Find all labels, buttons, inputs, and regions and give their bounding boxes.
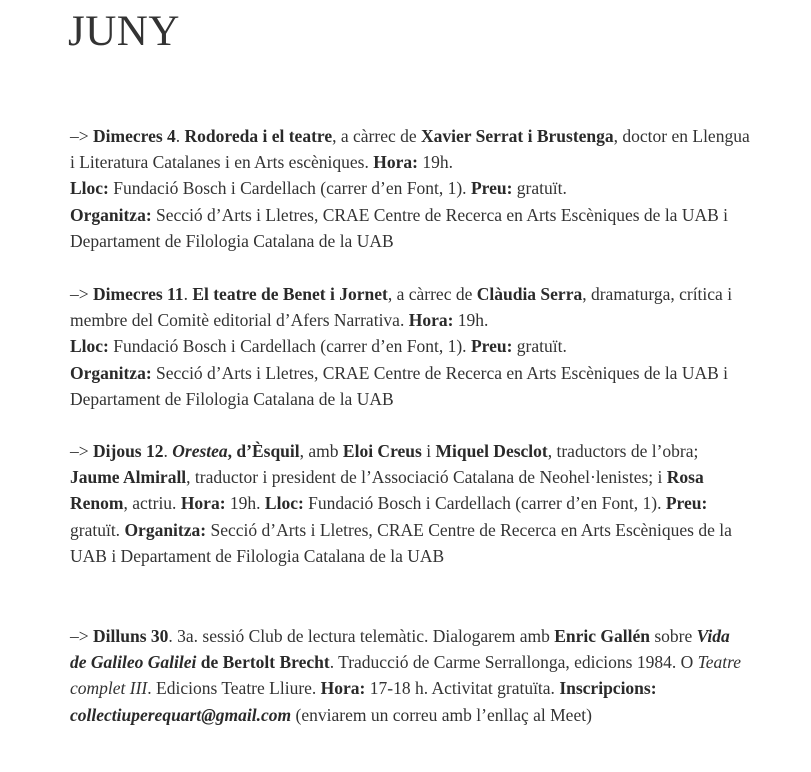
organitza-label: Organitza:: [70, 204, 152, 225]
event-entry: –> Dijous 12. Orestea, d’Èsquil, amb Eloi Creus i Miquel Desclot, traductors de l’obra; Jaume Almirall, traductor i president de l’Associació Catalana de Neohel·lenistes; i Rosa Renom, actriu. Hora: 19h. Lloc: Fundació Bosch i Cardellach (carrer d’en Font, 1). Preu: gratuït. Organitza: Secció d’Arts i Lletres, CRAE Centre de Recerca en Arts Escèniques de la UAB i Departament de Filologia Catalana de la UAB: [70, 441, 732, 566]
arrow: –>: [70, 441, 93, 461]
hora-value: 19h.: [225, 493, 265, 514]
organitza-value: Secció d’Arts i Lletres, CRAE Centre de Recerca en Arts Escèniques de la UAB i Departament de Filologia Catalana de la UAB: [70, 362, 729, 409]
hora-value: 19h.: [417, 152, 453, 173]
lloc-value: Fundació Bosch i Cardellach (carrer d’en Font, 1).: [108, 178, 471, 199]
preu-label: Preu:: [665, 493, 708, 514]
preu-value: gratuït.: [512, 336, 567, 357]
organitza-value: Secció d’Arts i Lletres, CRAE Centre de Recerca en Arts Escèniques de la UAB i Departament de Filologia Catalana de la UAB: [70, 204, 729, 251]
organitza-label: Organitza:: [70, 362, 152, 383]
event-entry: –> Dilluns 30. 3a. sessió Club de lectura telemàtic. Dialogarem amb Enric Gallén sobre Vida de Galileo Galilei de Bertolt Brecht. Traducció de Carme Serrallonga, edicions 1984. O Teatre complet III. Edicions Teatre Lliure. Hora: 17-18 h. Activitat gratuïta. Inscripcions: collectiuperequart@gmail.com (enviarem un correu amb l’enllaç al Meet): [70, 626, 742, 725]
event-speaker: Xavier Serrat i Brustenga: [421, 126, 614, 146]
hora-value: 19h.: [453, 310, 489, 331]
inscripcions-label: Inscripcions:: [559, 678, 657, 699]
preu-label: Preu:: [470, 178, 513, 199]
event-speaker: Miquel Desclot: [435, 441, 548, 461]
event-speaker: Rosa Renom: [70, 467, 704, 514]
event-date: Dimecres 11: [93, 284, 184, 304]
event-date: Dijous 12: [93, 441, 164, 461]
event-title: Orestea, d’Èsquil: [172, 441, 300, 461]
event-title: El teatre de Benet i Jornet: [192, 284, 388, 304]
email-link[interactable]: collectiuperequart@gmail.com: [70, 704, 292, 725]
arrow: –>: [70, 626, 93, 646]
organitza-label: Organitza:: [124, 519, 207, 540]
work-title: Orestea: [172, 441, 228, 461]
preu-value: gratuït.: [70, 519, 125, 540]
event-date: Dimecres 4: [93, 126, 176, 146]
lloc-label: Lloc:: [70, 336, 109, 357]
hora-value: 17-18 h. Activitat gratuïta.: [365, 678, 560, 699]
arrow: –>: [70, 126, 93, 146]
event-date: Dilluns 30: [93, 626, 169, 646]
hora-label: Hora:: [180, 493, 226, 514]
organitza-value: Secció d’Arts i Lletres, CRAE Centre de Recerca en Arts Escèniques de la UAB i Departament de Filologia Catalana de la UAB: [70, 519, 732, 566]
hora-label: Hora:: [373, 152, 418, 173]
book-title: Vida de Galileo Galilei: [70, 626, 730, 673]
arrow: –>: [70, 284, 93, 304]
lloc-value: Fundació Bosch i Cardellach (carrer d’en Font, 1).: [108, 336, 471, 357]
lloc-label: Lloc:: [70, 178, 109, 199]
hora-label: Hora:: [320, 678, 366, 699]
event-title: Rodoreda i el teatre: [184, 126, 333, 146]
event-entry: –> Dimecres 11. El teatre de Benet i Jornet, a càrrec de Clàudia Serra, dramaturga, crítica i membre del Comitè editorial d’Afers Narrativa. Hora: 19h. Lloc: Fundació Bosch i Cardellach (carrer d’en Font, 1). Preu: gratuït. Organitza: Secció d’Arts i Lletres, CRAE Centre de Recerca en Arts Escèniques de la UAB i Departament de Filologia Catalana de la UAB: [70, 284, 733, 409]
event-speaker: Jaume Almirall: [70, 467, 187, 488]
lloc-value: Fundació Bosch i Cardellach (carrer d’en Font, 1).: [303, 493, 666, 514]
lloc-label: Lloc:: [264, 493, 304, 514]
preu-label: Preu:: [470, 336, 513, 357]
event-entry: –> Dimecres 4. Rodoreda i el teatre, a càrrec de Xavier Serrat i Brustenga, doctor en Llengua i Literatura Catalanes i en Arts escèniques. Hora: 19h. Lloc: Fundació Bosch i Cardellach (carrer d’en Font, 1). Preu: gratuït. Organitza: Secció d’Arts i Lletres, CRAE Centre de Recerca en Arts Escèniques de la UAB i Departament de Filologia Catalana de la UAB: [70, 126, 750, 251]
preu-value: gratuït.: [512, 178, 567, 199]
event-speaker: Eloi Creus: [342, 441, 422, 461]
event-speaker: Clàudia Serra: [476, 284, 583, 304]
event-speaker: Enric Gallén: [554, 626, 650, 646]
page-title: JUNY: [68, 8, 180, 55]
hora-label: Hora:: [408, 310, 454, 331]
book-title-2: Teatre complet III: [70, 652, 742, 699]
book-author: Bertolt Brecht: [222, 652, 330, 673]
